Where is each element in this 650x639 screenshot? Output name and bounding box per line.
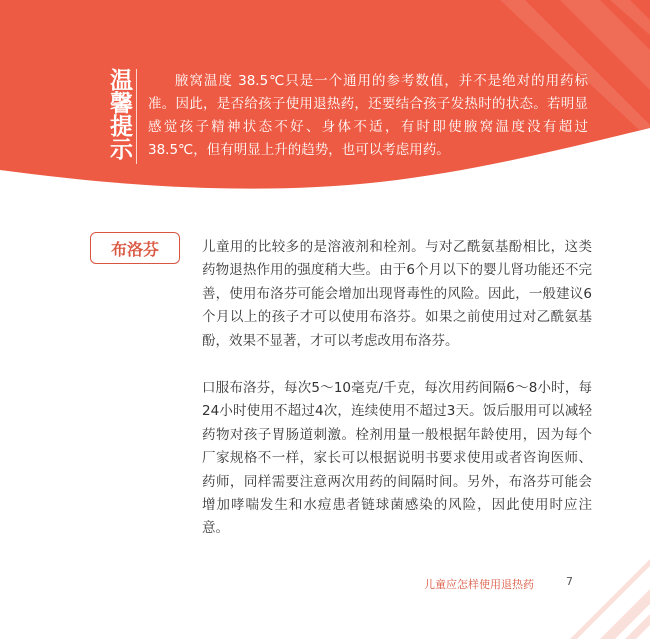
tip-text: 腋窝温度 38.5℃只是一个通用的参考数值，并不是绝对的用药标准。因此，是否给孩子使用退热药，还要结合孩子发热时的状态。若明显感觉孩子精神状态不好、身体不适，有时即使腋窝温度没有超过 38.5℃，但有明显上升的趋势，也可以考虑用药。 xyxy=(148,73,588,158)
tip-divider xyxy=(136,69,137,164)
footer-title: 儿童应怎样使用退热药 xyxy=(424,578,534,591)
corner-stripes xyxy=(570,559,650,639)
tip-title: 温馨提示 xyxy=(106,68,133,160)
section-label: 布洛芬 xyxy=(90,232,180,264)
body-paragraph-2: 口服布洛芬，每次5～10毫克/千克，每次用药间隔6～8小时，每24小时使用不超过4次，连续使用不超过3天。饭后服用可以减轻药物对孩子胃肠道刺激。栓剂用量一般根据年龄使用，因为每个厂家规格不一样，家长可以根据说明书要求使用或者咨询医师、药师，同样需要注意两次用药的间隔时间。另外，布洛芬可能会增加哮喘发生和水痘患者链球菌感染的风险，因此使用时应注意。 xyxy=(202,380,592,537)
page-number: 7 xyxy=(566,575,573,588)
body-paragraph-1: 儿童用的比较多的是溶液剂和栓剂。与对乙酰氨基酚相比，这类药物退热作用的强度稍大些。由于6个月以下的婴儿肾功能还不完善，使用布洛芬可能会增加出现肾毒性的风险。因此，一般建议6个月以上的孩子才可以使用布洛芬。如果之前使用过对乙酰氨基酚，效果不显著，才可以考虑改用布洛芬。 xyxy=(202,239,592,349)
